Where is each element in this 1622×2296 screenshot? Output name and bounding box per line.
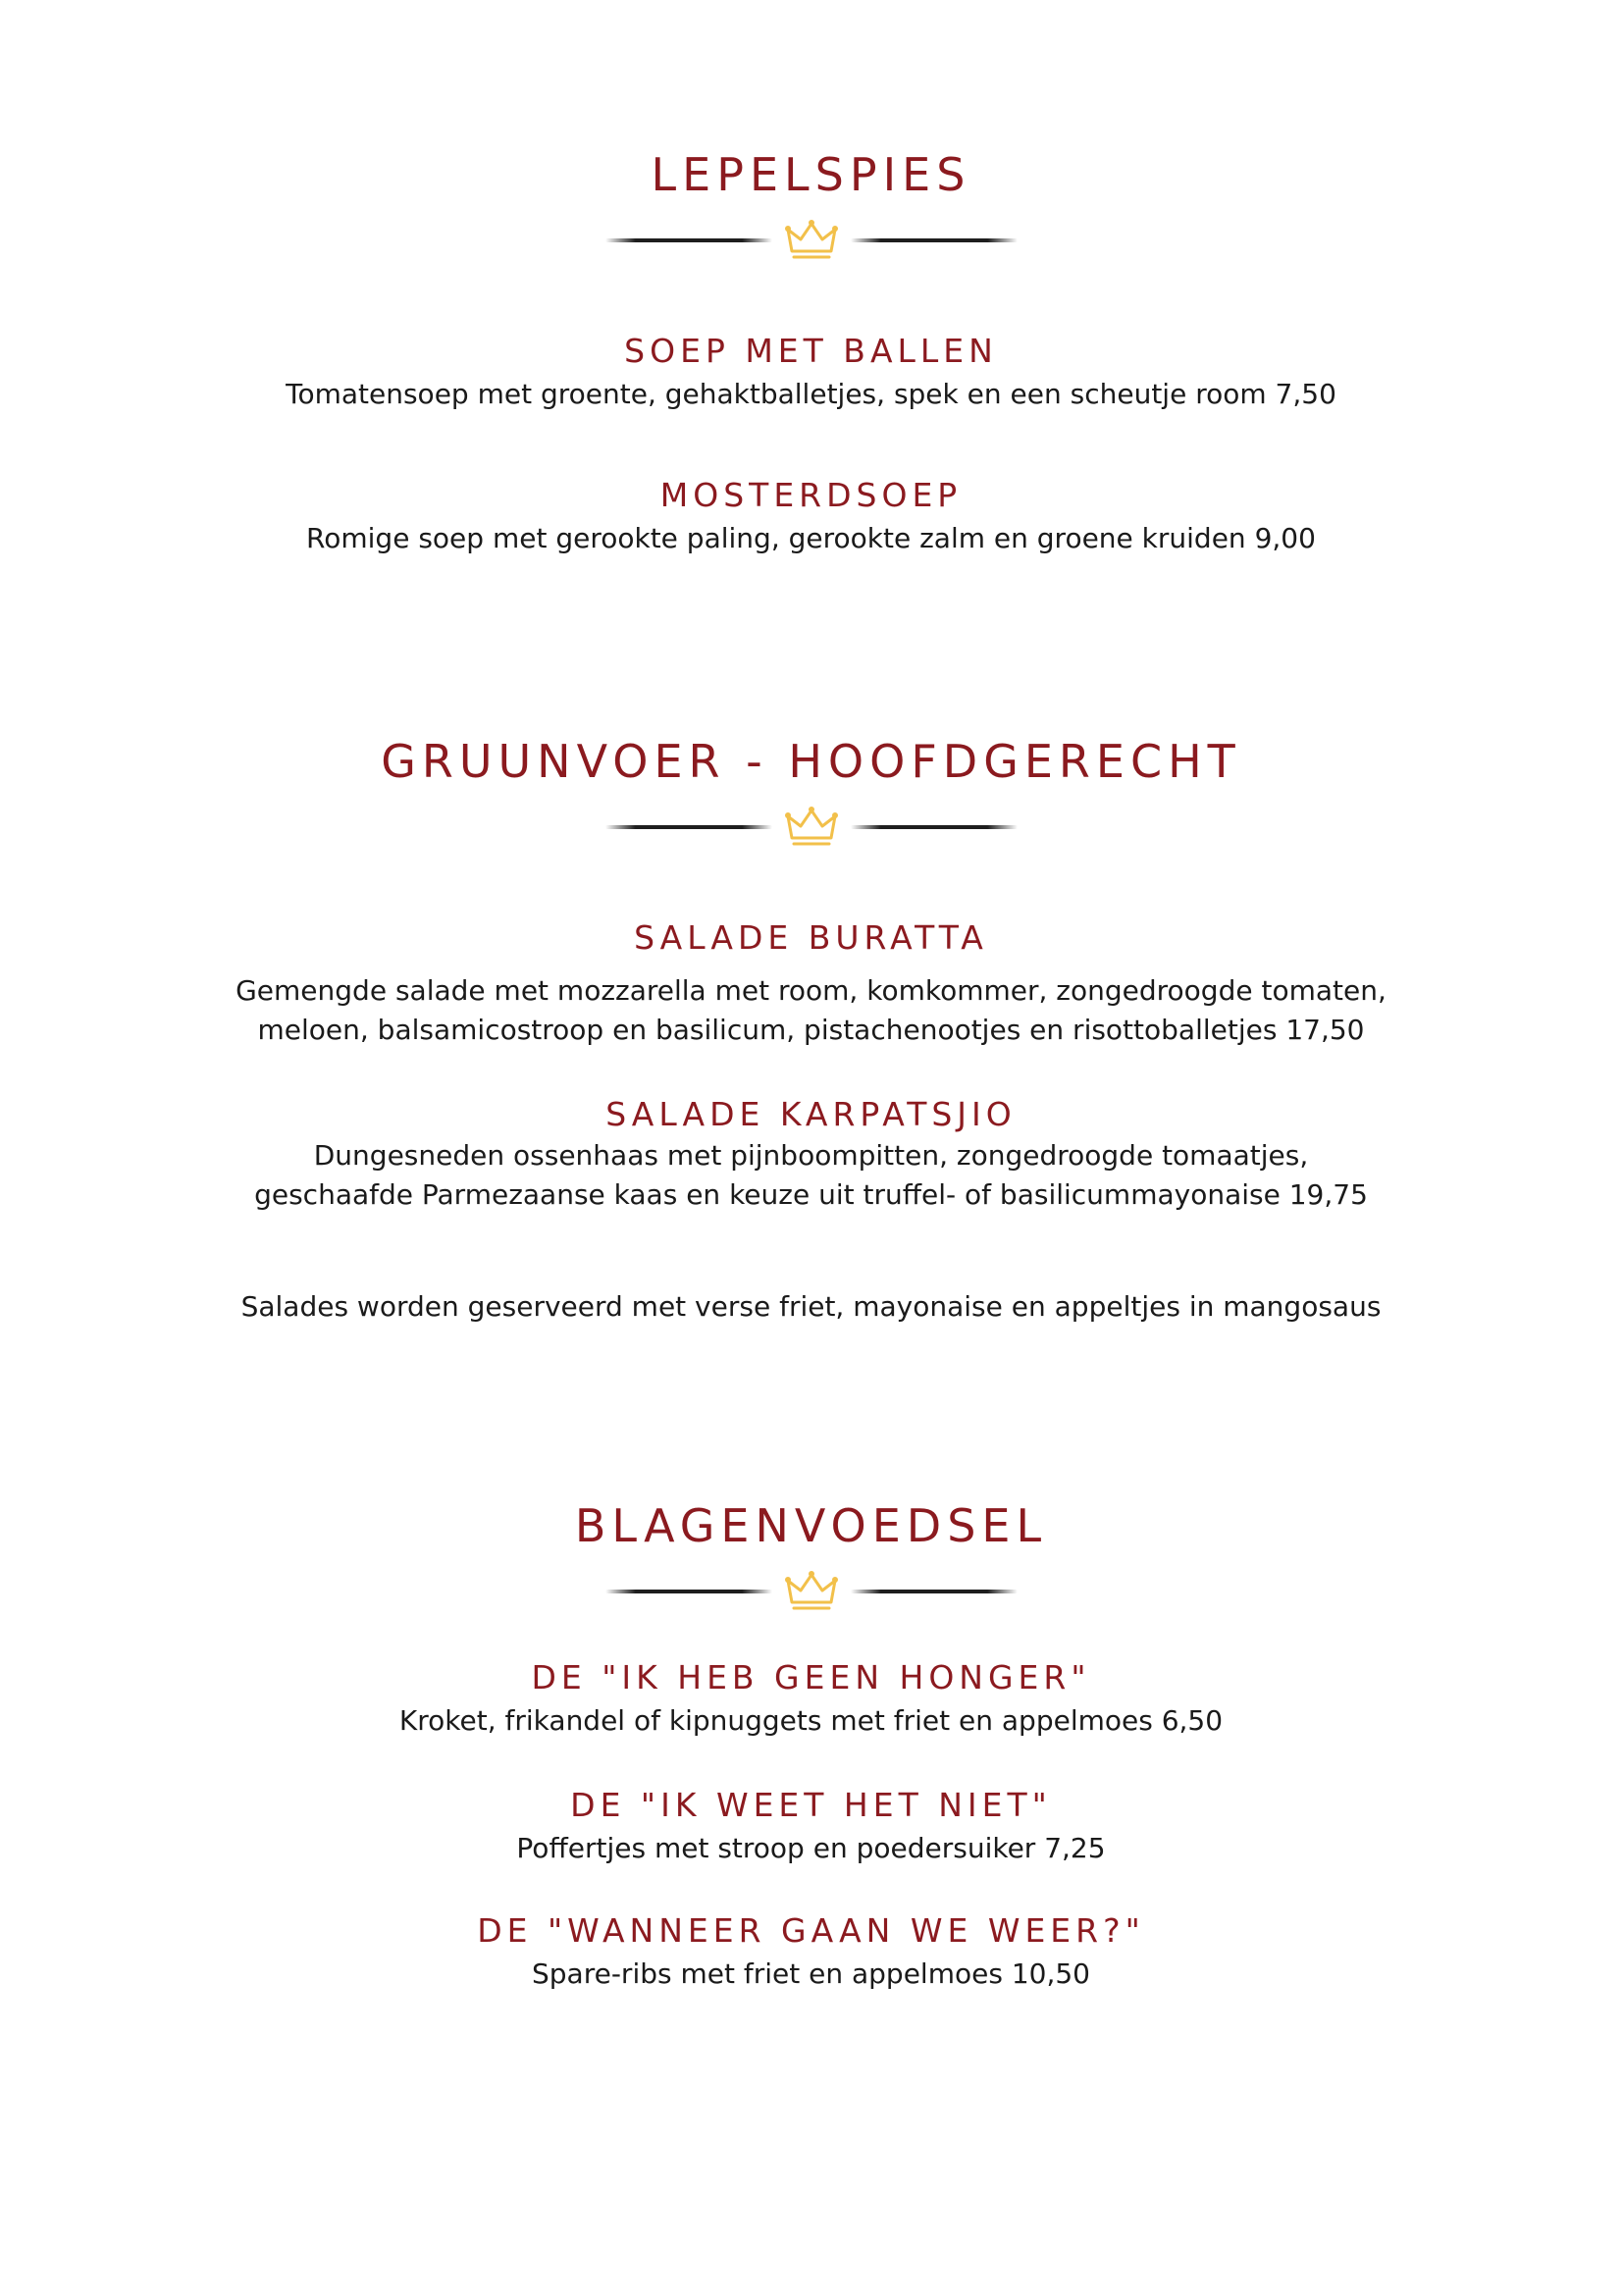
crown-icon — [782, 1569, 841, 1614]
menu-item — [0, 918, 1622, 1050]
item-description: Tomatensoep met groente, gehaktballetjes, spek en een scheutje room 7,50 — [286, 378, 1336, 410]
menu-item — [0, 332, 1622, 414]
item-name: SALADE KARPATSJIO — [605, 1095, 1017, 1133]
divider-line-right — [851, 825, 1018, 829]
section-blagenvoedsel — [0, 1498, 1622, 1614]
item-name: DE "WANNEER GAAN WE WEER?" — [477, 1911, 1145, 1950]
item-description: Spare-ribs met friet en appelmoes 10,50 — [532, 1957, 1090, 1990]
section-gruunvoer — [0, 734, 1622, 850]
menu-item — [0, 1786, 1622, 1868]
divider-line-right — [851, 1590, 1018, 1593]
divider-line-right — [851, 238, 1018, 242]
salad-note: Salades worden geserveerd met verse friet, mayonaise en appeltjes in mangosaus — [240, 1290, 1382, 1323]
item-description: Poffertjes met stroop en poedersuiker 7,25 — [516, 1832, 1106, 1864]
divider-line-left — [605, 1590, 772, 1593]
divider-line-left — [605, 238, 772, 242]
section-title: BLAGENVOEDSEL — [574, 1499, 1048, 1552]
menu-item — [0, 476, 1622, 558]
menu-item — [0, 1095, 1622, 1215]
crown-divider — [0, 1569, 1622, 1614]
item-name: DE "IK WEET HET NIET" — [570, 1786, 1052, 1824]
item-name: DE "IK HEB GEEN HONGER" — [531, 1658, 1091, 1696]
section-title: GRUUNVOER - HOOFDGERECHT — [381, 735, 1241, 788]
item-name: MOSTERDSOEP — [659, 476, 963, 514]
item-description: Kroket, frikandel of kipnuggets met friet en appelmoes 6,50 — [398, 1704, 1224, 1737]
section-lepelspies — [0, 147, 1622, 263]
crown-icon — [782, 218, 841, 263]
item-description-line-2: meloen, balsamicostroop en basilicum, pistachenootjes en risottoballetjes 17,50 — [257, 1014, 1365, 1046]
crown-icon — [782, 805, 841, 850]
divider-line-left — [605, 825, 772, 829]
menu-item — [0, 1911, 1622, 1994]
crown-divider — [0, 218, 1622, 263]
section-title: LEPELSPIES — [651, 148, 971, 201]
item-name: SOEP MET BALLEN — [624, 332, 998, 370]
item-description: Romige soep met gerookte paling, gerookte zalm en groene kruiden 9,00 — [306, 522, 1316, 554]
item-name: SALADE BURATTA — [634, 918, 988, 957]
item-description-line-2: geschaafde Parmezaanse kaas en keuze uit truffel- of basilicummayonaise 19,75 — [254, 1178, 1368, 1211]
menu-item — [0, 1658, 1622, 1741]
item-description-line-1: Dungesneden ossenhaas met pijnboompitten, zongedroogde tomaatjes, — [313, 1139, 1309, 1172]
crown-divider — [0, 805, 1622, 850]
item-description-line-1: Gemengde salade met mozzarella met room, komkommer, zongedroogde tomaten, — [235, 974, 1387, 1007]
